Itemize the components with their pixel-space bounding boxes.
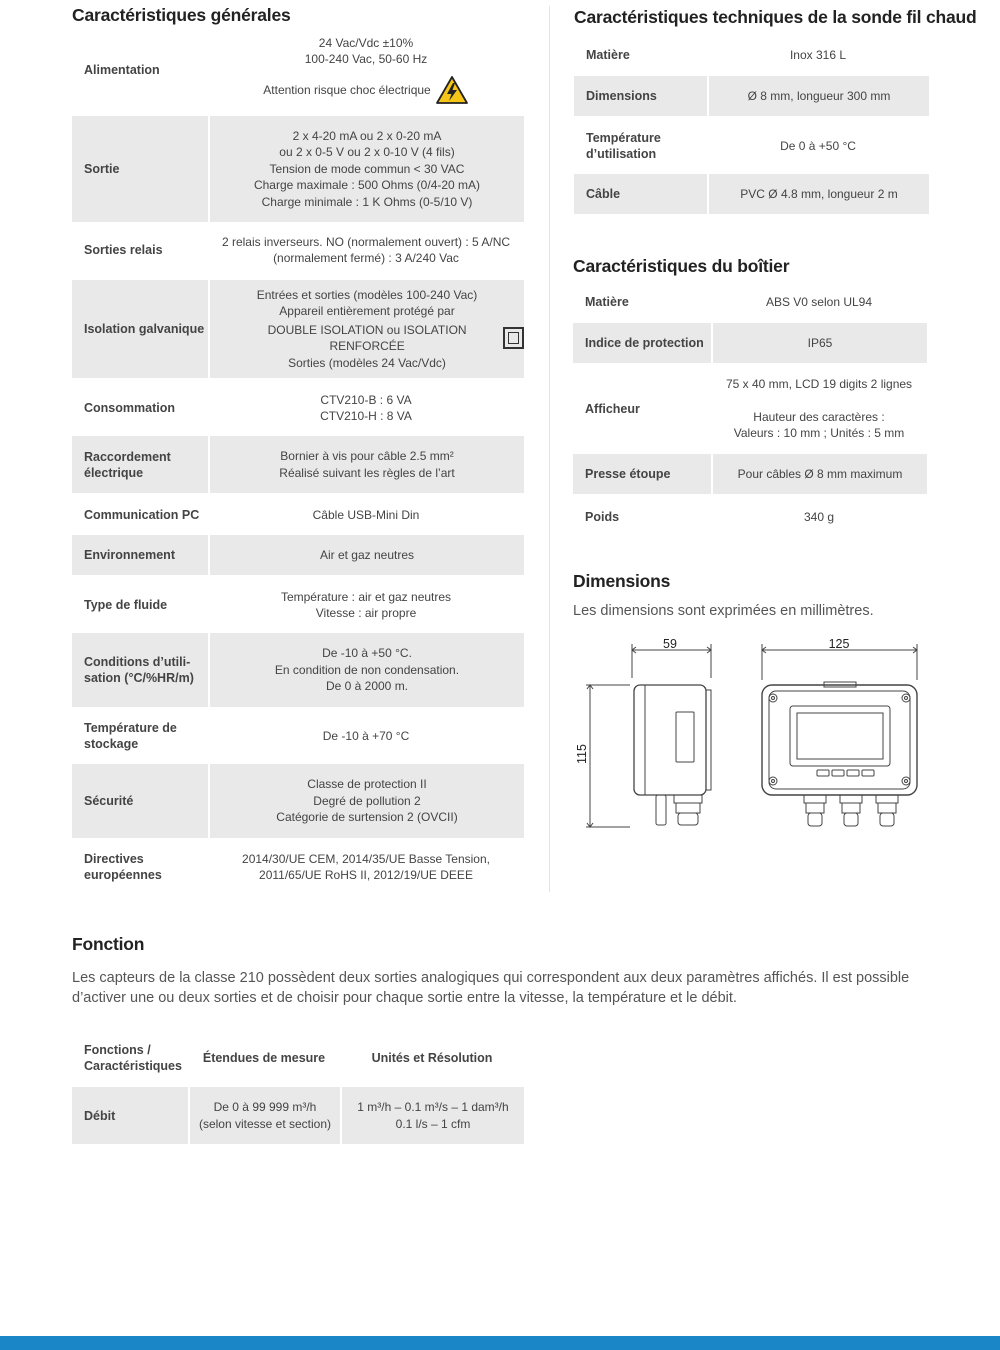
row-label: Type de fluide (84, 598, 168, 612)
table-row (574, 76, 929, 116)
row-label: Directives européennes (84, 852, 162, 882)
table-row (72, 580, 524, 630)
row-value-line: CTV210-H : 8 VA (320, 409, 412, 423)
row-label: Sorties relais (84, 243, 163, 257)
table-row (72, 535, 524, 575)
dimensions-subtitle: Les dimensions sont exprimées en millimètres. (573, 603, 874, 619)
row-value-line: Pour câbles Ø 8 mm maximum (737, 466, 903, 481)
table-row (72, 712, 524, 760)
row-value-line: (normalement fermé) : 3 A/240 Vac (273, 251, 459, 266)
row-label: Température de stockage (84, 721, 177, 751)
row-label: Matière (585, 295, 629, 309)
row-value: De 0 à +50 °C (780, 138, 856, 153)
row-value-line: Charge maximale : 500 Ohms (0/4-20 mA) (253, 178, 481, 193)
row-value-line: ABS V0 selon UL94 (765, 294, 873, 309)
table-row (574, 174, 929, 214)
row-value-line: Valeurs : 10 mm ; Unités : 5 mm (733, 426, 905, 441)
fonction-title: Fonction (72, 934, 145, 954)
table-row (573, 454, 927, 494)
row-value-line: Charge minimale : 1 K Ohms (0-5/10 V) (261, 194, 473, 209)
row-value-line: Classe de protection II (307, 777, 427, 792)
row-value-line: CTV210-B : 6 VA (320, 392, 412, 407)
table-row (72, 764, 524, 838)
row-label: Température d’utilisation (586, 131, 661, 161)
row-label: Conditions d’utili-sation (°C/%HR/m) (72, 633, 208, 707)
table-row (72, 228, 524, 272)
row-value-line: Vitesse : air propre (315, 606, 417, 620)
row-value: Inox 316 L (789, 47, 847, 62)
row-label: Consommation (84, 401, 175, 415)
table-row (72, 842, 524, 892)
table-row (573, 283, 927, 321)
table-row (573, 497, 927, 537)
column-header: Unités et Résolution (371, 1050, 493, 1065)
column-divider (549, 6, 550, 892)
footer-accent-bar (0, 1336, 1000, 1350)
table-row (573, 323, 927, 363)
row-label: Débit (72, 1087, 188, 1144)
table-row (72, 280, 524, 378)
dimensions-title: Dimensions (573, 571, 671, 591)
table-header-row (72, 1030, 524, 1086)
probe-title: Caractéristiques techniques de la sonde fil chaud (574, 7, 977, 27)
table-row (72, 1087, 524, 1144)
row-value-line: De 0 à 2000 m. (325, 679, 409, 694)
dimension-label: 59 (663, 637, 677, 651)
row-value-line: ou 2 x 0-5 V ou 2 x 0-10 V (4 fils) (279, 145, 455, 160)
row-value-line: Entrées et sorties (modèles 100-240 Vac) (256, 287, 478, 302)
row-value-line: 2014/30/UE CEM, 2014/35/UE Basse Tension, (242, 851, 490, 866)
row-value-line: 24 Vac/Vdc ±10% (318, 35, 414, 50)
housing-table (573, 283, 927, 537)
row-value-line: Température : air et gaz neutres (280, 589, 452, 604)
units-line: 1 m³/h – 0.1 m³/s – 1 dam³/h (357, 1100, 509, 1115)
column-header: Fonctions / Caractéristiques (84, 1043, 182, 1073)
row-value-line: Air et gaz neutres (319, 547, 415, 562)
fonction-table (72, 1030, 524, 1144)
row-value-line: Réalisé suivant les règles de l’art (279, 465, 455, 480)
row-label: Environnement (72, 535, 208, 575)
row-value-line: Appareil entièrement protégé par (279, 304, 455, 319)
row-label: Sortie (72, 116, 208, 222)
row-value-line: 2 relais inverseurs. NO (normalement ouvert) : 5 A/NC (221, 235, 511, 249)
table-row (72, 633, 524, 707)
row-value-line: 2 x 4-20 mA ou 2 x 0-20 mA (292, 128, 442, 143)
dimension-label: 125 (828, 637, 850, 651)
row-value-line: Hauteur des caractères : (753, 409, 885, 424)
row-label: Afficheur (585, 402, 640, 416)
row-value-line: Attention risque choc électrique (263, 83, 431, 98)
row-value-line: Câble USB-Mini Din (312, 507, 420, 522)
general-title: Caractéristiques générales (72, 5, 291, 25)
row-value-line: En condition de non condensation. (274, 662, 460, 677)
row-value: Ø 8 mm, longueur 300 mm (747, 88, 891, 103)
table-row (573, 369, 927, 449)
dimension-drawing (570, 630, 930, 840)
row-label: Matière (586, 48, 630, 62)
table-row (72, 436, 524, 493)
probe-table (574, 35, 929, 215)
general-table (72, 30, 524, 892)
row-value-line: DOUBLE ISOLATION ou ISOLATION RENFORCÉE (267, 322, 467, 354)
row-label: Indice de protection (573, 323, 711, 363)
range-line: De 0 à 99 999 m³/h (213, 1100, 317, 1115)
fonction-text: Les capteurs de la classe 210 possèdent deux sorties analogiques qui correspondent aux deux paramètres affichés. Il est possible d’activer une ou deux sorties et de choisir pour chaque sortie entre la vitesse, la température et le débit. (72, 970, 910, 1006)
row-value-line: IP65 (807, 335, 833, 350)
row-label: Poids (585, 510, 620, 524)
table-row (72, 386, 524, 430)
row-label: Communication PC (84, 508, 200, 522)
row-value-line: Sorties (modèles 24 Vac/Vdc) (288, 355, 446, 370)
row-value-line: Catégorie de surtension 2 (OVCII) (276, 810, 458, 825)
row-value-line: 75 x 40 mm, LCD 19 digits 2 lignes (725, 377, 913, 392)
row-label: Isolation galvanique (72, 280, 208, 378)
row-value-line: 340 g (803, 509, 835, 524)
row-value-line: Bornier à vis pour câble 2.5 mm² (280, 449, 454, 464)
double-insulation-icon (503, 327, 524, 349)
range-line: (selon vitesse et section) (198, 1116, 332, 1131)
row-label: Dimensions (574, 76, 707, 116)
row-label: Alimentation (84, 63, 160, 77)
table-row (574, 35, 929, 75)
housing-title: Caractéristiques du boîtier (573, 256, 790, 276)
row-label: Raccordement électrique (72, 436, 208, 493)
row-label: Câble (574, 174, 707, 214)
row-value-line: De -10 à +50 °C. (322, 646, 412, 661)
row-value-line: 100-240 Vac, 50-60 Hz (304, 52, 428, 66)
row-label: Presse étoupe (573, 454, 711, 494)
table-row (72, 495, 524, 535)
row-label: Sécurité (72, 764, 208, 838)
row-value-line: Degré de pollution 2 (313, 793, 421, 808)
table-row (574, 121, 929, 171)
table-row (72, 30, 524, 110)
high-voltage-warning-icon (435, 75, 469, 105)
dimension-label: 115 (575, 744, 589, 764)
row-value-line: 2011/65/UE RoHS II, 2012/19/UE DEEE (259, 868, 473, 882)
column-header: Étendues de mesure (202, 1050, 326, 1065)
units-line: 0.1 l/s – 1 cfm (395, 1116, 471, 1131)
row-value-line: De -10 à +70 °C (322, 728, 410, 743)
row-value: PVC Ø 4.8 mm, longueur 2 m (740, 186, 898, 201)
row-value-line: Tension de mode commun < 30 VAC (269, 161, 465, 176)
table-row (72, 116, 524, 222)
